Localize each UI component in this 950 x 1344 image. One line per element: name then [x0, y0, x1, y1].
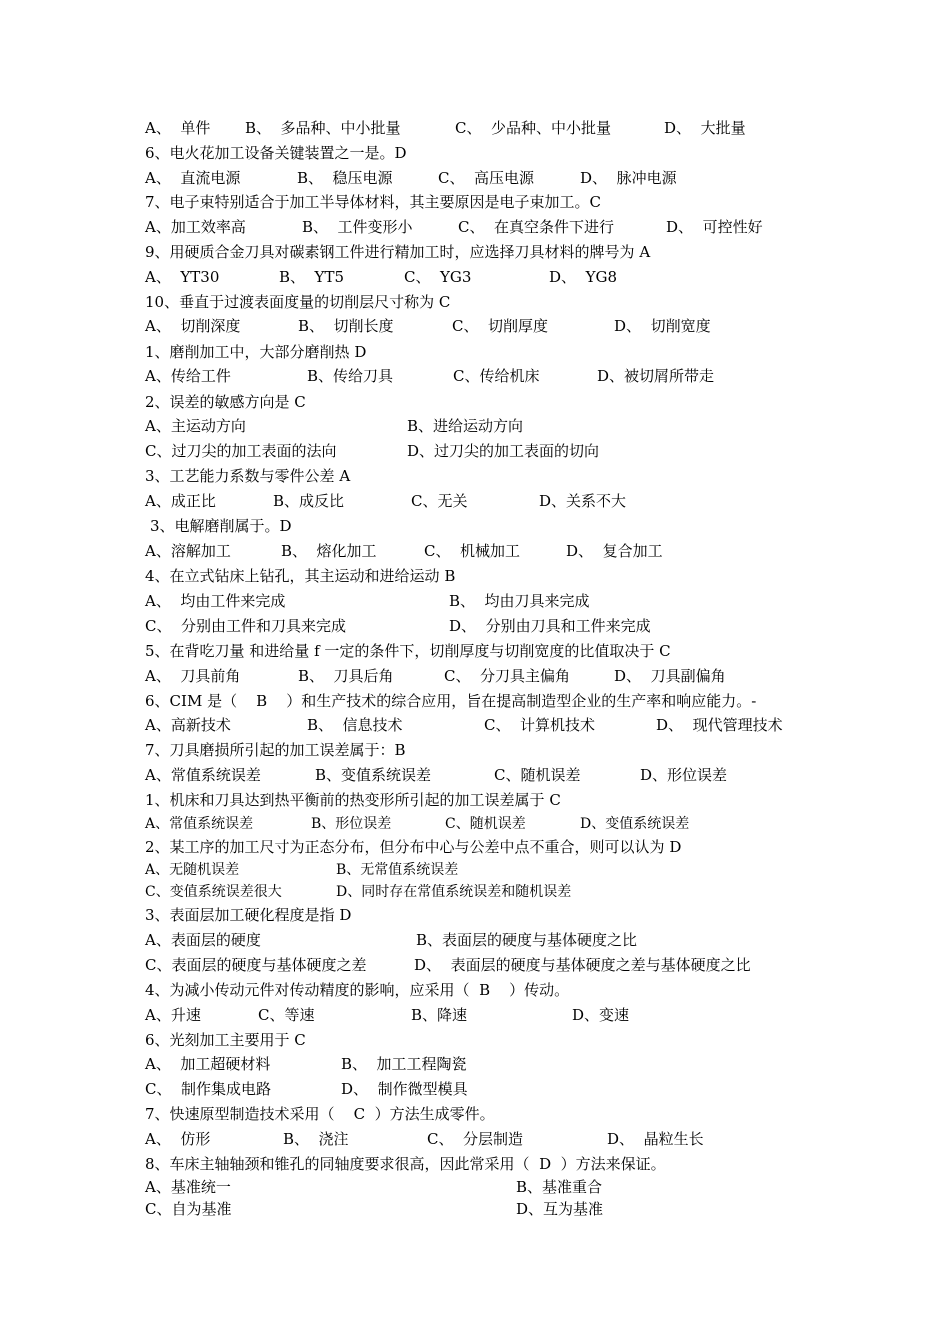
answer-option: B、 加工工程陶瓷: [341, 1055, 467, 1073]
answer-option: B、 信息技术: [307, 716, 403, 734]
text-line: [0, 514, 950, 538]
text-line: [0, 928, 950, 952]
answer-option: C、 YG3: [404, 268, 472, 286]
text-line: [0, 713, 950, 737]
text-line: [0, 240, 950, 264]
text-line: [0, 1197, 950, 1221]
text-line: [0, 390, 950, 414]
question-text: 7、刀具磨损所引起的加工误差属于：B: [145, 741, 406, 759]
answer-option: D、形位误差: [640, 766, 728, 784]
answer-option: B、成反比: [273, 492, 345, 510]
answer-option: B、 切削长度: [298, 317, 394, 335]
answer-option: A、无随机误差: [145, 862, 240, 878]
question-text: 7、电子束特别适合于加工半导体材料，其主要原因是电子束加工。C: [145, 193, 602, 211]
text-line: [0, 903, 950, 927]
answer-option: D、变速: [572, 1006, 630, 1024]
text-line: [0, 364, 950, 388]
answer-option: D、变值系统误差: [580, 816, 690, 832]
answer-option: D、 YG8: [549, 268, 617, 286]
answer-option: A、 刀具前角: [145, 667, 241, 685]
answer-option: B、 稳压电源: [297, 169, 393, 187]
text-line: [0, 689, 950, 713]
answer-option: C、 分刀具主偏角: [444, 667, 571, 685]
answer-option: A、成正比: [145, 492, 216, 510]
answer-option: A、常值系统误差: [145, 816, 254, 832]
answer-option: C、 在真空条件下进行: [458, 218, 615, 236]
question-text: 8、车床主轴轴颈和锥孔的同轴度要求很高，因此常采用（ D ）方法来保证。: [145, 1155, 666, 1173]
text-line: [0, 439, 950, 463]
text-line: [0, 1003, 950, 1027]
answer-option: A、基准统一: [145, 1178, 231, 1196]
answer-option: B、无常值系统误差: [336, 862, 459, 878]
answer-option: C、 少品种、中小批量: [455, 119, 612, 137]
question-text: 3、表面层加工硬化程度是指 D: [145, 906, 352, 924]
text-line: [0, 215, 950, 239]
answer-option: B、 熔化加工: [281, 542, 377, 560]
question-text: 4、为减小传动元件对传动精度的影响，应采用（ B ）传动。: [145, 981, 570, 999]
answer-option: D、 表面层的硬度与基体硬度之差与基体硬度之比: [414, 956, 751, 974]
answer-option: C、传给机床: [453, 367, 540, 385]
text-line: [0, 141, 950, 165]
answer-option: C、 计算机技术: [484, 716, 596, 734]
answer-option: C、变值系统误差很大: [145, 884, 282, 900]
answer-option: A、 切削深度: [145, 317, 241, 335]
text-line: [0, 464, 950, 488]
text-line: [0, 812, 950, 836]
answer-option: B、 多品种、中小批量: [245, 119, 401, 137]
question-text: 6、光刻加工主要用于 C: [145, 1031, 306, 1049]
text-line: [0, 290, 950, 314]
answer-option: D、 脉冲电源: [580, 169, 677, 187]
answer-option: D、 刀具副偏角: [614, 667, 726, 685]
answer-option: D、 制作微型模具: [341, 1080, 468, 1098]
answer-option: A、 仿形: [145, 1130, 211, 1148]
answer-option: A、 均由工件来完成: [145, 592, 286, 610]
question-text: 4、在立式钻床上钻孔，其主运动和进给运动 B: [145, 567, 456, 585]
question-text: 10、垂直于过渡表面度量的切削层尺寸称为 C: [145, 293, 451, 311]
text-line: [0, 664, 950, 688]
text-line: [0, 788, 950, 812]
text-line: [0, 1102, 950, 1126]
answer-option: B、 工件变形小: [302, 218, 413, 236]
text-line: [0, 1028, 950, 1052]
question-text: 5、在背吃刀量 和进给量 f 一定的条件下，切削厚度与切削宽度的比值取决于 C: [145, 642, 671, 660]
answer-option: B、基准重合: [516, 1178, 603, 1196]
text-line: [0, 589, 950, 613]
text-line: [0, 763, 950, 787]
answer-option: C、 高压电源: [438, 169, 535, 187]
answer-option: A、升速: [145, 1006, 201, 1024]
answer-option: A、 直流电源: [145, 169, 241, 187]
answer-option: A、传给工件: [145, 367, 231, 385]
answer-option: D、 可控性好: [666, 218, 763, 236]
answer-option: B、传给刀具: [307, 367, 394, 385]
answer-option: B、 YT5: [279, 268, 345, 286]
answer-option: B、降速: [411, 1006, 468, 1024]
text-line: [0, 489, 950, 513]
text-line: [0, 539, 950, 563]
answer-option: D、过刀尖的加工表面的切向: [407, 442, 600, 460]
answer-option: B、 刀具后角: [298, 667, 394, 685]
text-line: [0, 738, 950, 762]
text-line: [0, 1127, 950, 1151]
text-line: [0, 858, 950, 882]
answer-option: D、 分别由刀具和工件来完成: [449, 617, 651, 635]
text-line: [0, 1077, 950, 1101]
answer-option: B、表面层的硬度与基体硬度之比: [416, 931, 638, 949]
answer-option: A、主运动方向: [145, 417, 246, 435]
question-text: 7、快速原型制造技术采用（ C ）方法生成零件。: [145, 1105, 495, 1123]
question-text: 2、某工序的加工尺寸为正态分布，但分布中心与公差中点不重合，则可以认为 D: [145, 838, 682, 856]
text-line: [0, 414, 950, 438]
question-text: 9、用硬质合金刀具对碳素钢工件进行精加工时，应选择刀具材料的牌号为 A: [145, 243, 651, 261]
text-line: [0, 265, 950, 289]
answer-option: A、 加工超硬材料: [145, 1055, 271, 1073]
text-line: [0, 880, 950, 904]
text-line: [0, 340, 950, 364]
text-line: [0, 1152, 950, 1176]
answer-option: C、随机误差: [445, 816, 526, 832]
text-line: [0, 190, 950, 214]
answer-option: C、 分层制造: [427, 1130, 524, 1148]
answer-option: A、 YT30: [145, 268, 220, 286]
text-line: [0, 564, 950, 588]
question-text: 1、磨削加工中，大部分磨削热 D: [145, 343, 367, 361]
answer-option: C、自为基准: [145, 1200, 232, 1218]
text-line: [0, 614, 950, 638]
text-line: [0, 835, 950, 859]
answer-option: A、常值系统误差: [145, 766, 261, 784]
question-text: 1、机床和刀具达到热平衡前的热变形所引起的加工误差属于 C: [145, 791, 561, 809]
answer-option: C、 切削厚度: [452, 317, 549, 335]
text-line: [0, 116, 950, 140]
answer-option: A、表面层的硬度: [145, 931, 261, 949]
answer-option: D、 大批量: [664, 119, 746, 137]
text-line: [0, 1052, 950, 1076]
text-line: [0, 1175, 950, 1199]
question-text: 6、电火花加工设备关键装置之一是。D: [145, 144, 407, 162]
text-line: [0, 314, 950, 338]
answer-option: C、表面层的硬度与基体硬度之差: [145, 956, 367, 974]
answer-option: B、 浇注: [283, 1130, 349, 1148]
answer-option: A、 单件: [145, 119, 211, 137]
answer-option: C、 分别由工件和刀具来完成: [145, 617, 347, 635]
answer-option: C、 制作集成电路: [145, 1080, 272, 1098]
answer-option: D、 晶粒生长: [607, 1130, 704, 1148]
text-line: [0, 953, 950, 977]
answer-option: C、过刀尖的加工表面的法向: [145, 442, 337, 460]
question-text: 2、误差的敏感方向是 C: [145, 393, 306, 411]
question-text: 3、工艺能力系数与零件公差 A: [145, 467, 351, 485]
answer-option: A、溶解加工: [145, 542, 231, 560]
answer-option: D、同时存在常值系统误差和随机误差: [336, 884, 572, 900]
answer-option: C、无关: [411, 492, 468, 510]
answer-option: C、 机械加工: [424, 542, 521, 560]
text-line: [0, 166, 950, 190]
text-line: [0, 639, 950, 663]
answer-option: B、变值系统误差: [315, 766, 432, 784]
answer-option: B、进给运动方向: [407, 417, 524, 435]
question-text: 6、CIM 是（ B ）和生产技术的综合应用，旨在提高制造型企业的生产率和响应能力。-: [145, 692, 757, 710]
answer-option: D、 现代管理技术: [656, 716, 783, 734]
question-text: 3、电解磨削属于。D: [150, 517, 292, 535]
answer-option: A、加工效率高: [145, 218, 246, 236]
answer-option: A、高新技术: [145, 716, 231, 734]
answer-option: C、等速: [258, 1006, 315, 1024]
answer-option: B、 均由刀具来完成: [449, 592, 590, 610]
answer-option: D、互为基准: [516, 1200, 604, 1218]
answer-option: C、随机误差: [494, 766, 581, 784]
answer-option: B、形位误差: [311, 816, 392, 832]
text-line: [0, 978, 950, 1002]
answer-option: D、关系不大: [539, 492, 627, 510]
answer-option: D、 切削宽度: [614, 317, 711, 335]
answer-option: D、被切屑所带走: [597, 367, 715, 385]
answer-option: D、 复合加工: [566, 542, 663, 560]
